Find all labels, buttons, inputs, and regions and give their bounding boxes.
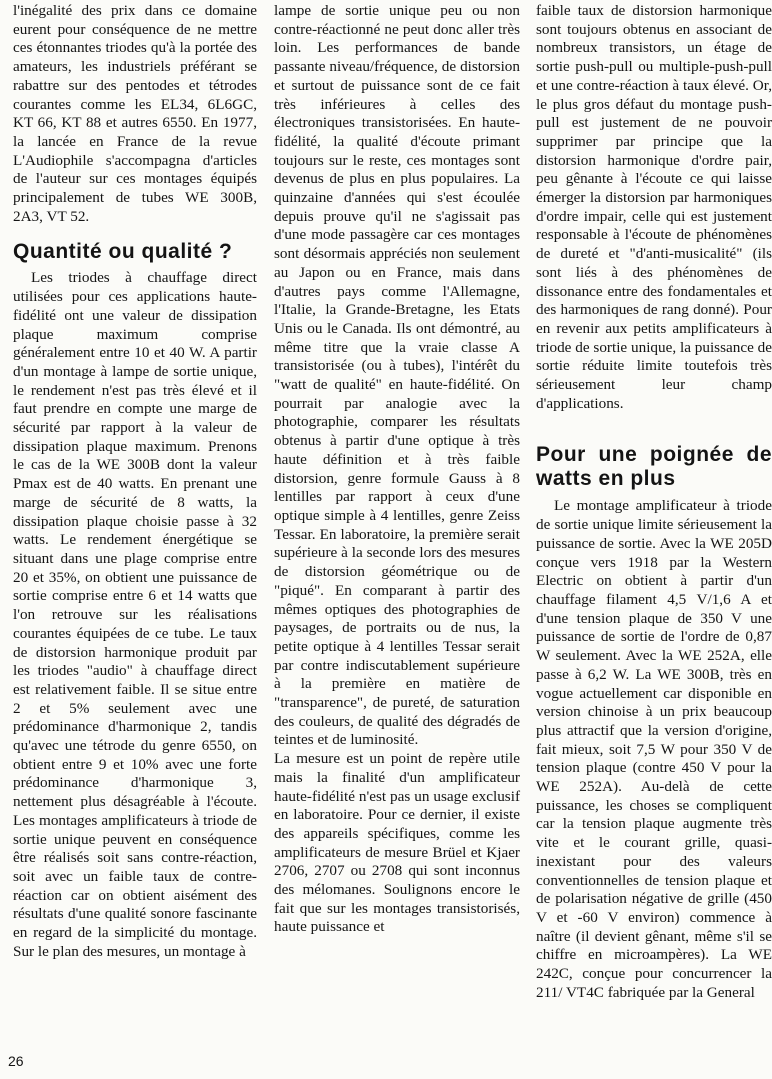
- text-column-2: [274, 2, 520, 937]
- section-heading-quantite-qualite: Quantité ou qualité ?: [13, 240, 233, 264]
- page-number: 26: [8, 1053, 24, 1069]
- text-column-3: [536, 2, 772, 1002]
- text-column-1: [13, 2, 257, 961]
- paragraph: l'inégalité des prix dans ce domaine eurent pour conséquence de ne mettre ces étonnantes triodes qu'à la portée des amateurs, les industriels préférant se rabattre sur des pentodes et tétrodes courantes comme les EL34, 6L6GC, KT 66, KT 88 et autres 6550. En 1977, la lancée en France de la revue L'Audiophile s'accompagna d'articles de l'auteur sur ces montages équipés principalement de tubes WE 300B, 2A3, VT 52.: [13, 2, 257, 225]
- paragraph: Les triodes à chauffage direct utilisées pour ces applications haute-fidélité ont une valeur de dissipation plaque maximum comprise généralement entre 10 et 40 W. A partir d'un montage à lampe de sortie unique, le rendement n'est pas très élevé et il faut prendre en compte une marge de sécurité par rapport à la valeur de dissipation plaque maximum. Prenons le cas de la WE 300B dont la valeur Pmax est de 40 watts. En prenant une marge de sécurité de 8 watts, la dissipation plaque choisie passe à 32 watts. Le rendement énergétique se situant dans une plage comprise entre 20 et 35%, on obtient une puissance de sortie comprise entre 6 et 14 watts que l'on retrouve sur les réalisations courantes équipées de ce tube. Le taux de distorsion harmonique produit par les triodes "audio" à chauffage direct est relativement faible. Il se situe entre 2 et 5% seulement avec une prédominance d'harmonique 2, tandis qu'avec une tétrode du genre 6550, on obtient entre 9 et 10% avec une forte prédominance d'harmonique 3, nettement plus désagréable à l'écoute. Les montages amplificateurs à triode de sortie unique peuvent en conséquence être réalisés soit sans contre-réaction, soit avec un faible taux de contre-réaction car on obtient aisément des résultats d'une qualité sonore fascinante en regard de la simplicité du montage. Sur le plan des mesures, un montage à: [13, 269, 257, 960]
- paragraph: Le montage amplificateur à triode de sortie unique limite sérieusement la puissance de sortie. Avec la WE 205D conçue vers 1918 par la Western Electric on obtient à partir d'un chauffage filament 4,5 V/1,6 A et d'une tension plaque de 350 V une puissance de sortie de l'ordre de 0,87 W seulement. Avec la WE 252A, elle passe à 6,2 W. La WE 300B, très en vogue actuellement car disponible en version chinoise à un prix beaucoup plus attractif que la version d'origine, fait mieux, soit 7,5 W pour 350 V de tension plaque (contre 450 V pour la WE 252A). Au-delà de cette puissance, les choses se compliquent car la tension plaque augmente très vite et le courant grille, quasi-inexistant pour des valeurs conventionnelles de tension plaque et de polarisation négative de grille (450 V et -60 V environ) commence à naître (il devient gênant, même s'il se chiffre en microampères). La WE 242C, conçue pour concurrencer la 211/ VT4C fabriquée par la General: [536, 497, 772, 1001]
- paragraph: lampe de sortie unique peu ou non contre-réactionné ne peut donc aller très loin. Les performances de bande passante niveau/fréquence, de distorsion et surtout de puissance sont de ce fait très inférieures à celles des électroniques transistorisées. En haute-fidélité, la qualité d'écoute primant toujours sur le reste, ces montages sont devenus de plus en plus populaires. La quinzaine d'années qui s'est écoulée depuis prouve qu'il ne s'agissait pas d'une mode passagère car ces montages sont désormais appréciés non seulement au Japon ou en France, mais dans d'autres pays comme l'Allemagne, l'Italie, la Grande-Bretagne, les Etats Unis ou le Canada. Ils ont démontré, au même titre que la vraie classe A transistorisée (ou à tubes), l'intérêt du "watt de qualité" en haute-fidélité. On pourrait par analogie avec la photographie, comparer les résultats obtenus à partir d'une optique à très haute définition et à très faible distorsion, genre formule Gauss à 8 lentilles par rapport à ceux d'une optique simple à 4 lentilles, genre Zeiss Tessar. En laboratoire, la première serait supérieure à la seconde lors des mesures de distorsion géométrique ou de "piqué". En comparant à partir des mêmes optiques des photographies de paysages, de portraits ou de nus, la petite optique à 4 lentilles Tessar serait par contre indiscutablement supérieure à la première en matière de "transparence", de pureté, de saturation des couleurs, de qualité des dégradés de teintes et de luminosité.: [274, 2, 520, 749]
- section-heading-poignee-watts: Pour une poignée de watts en plus: [536, 443, 772, 491]
- paragraph: La mesure est un point de repère utile mais la finalité d'un amplificateur haute-fidélité n'est pas un usage exclusif en laboratoire. Pour ce dernier, il existe des appareils spécifiques, comme les amplificateurs de mesure Brüel et Kjaer 2706, 2707 ou 2708 qui sont inconnus des mélomanes. Soulignons encore le fait que sur les montages transistorisés, haute puissance et: [274, 750, 520, 936]
- paragraph: faible taux de distorsion harmonique sont toujours obtenus en associant de nombreux transistors, un étage de sortie push-pull ou multiple-push-pull et une contre-réaction à taux élevé. Or, le plus gros défaut du montage push-pull est justement de ne pouvoir supprimer par principe que la distorsion harmonique d'ordre pair, peu gênante à l'écoute ce qui laisse émerger la distorsion par harmoniques d'ordre impair, celle qui est justement responsable à l'écoute de phénomènes de dureté et "d'anti-musicalité" (ils sont liés à des phénomènes de dissonance entre des fondamentales et des harmoniques de rang donné). Pour en revenir aux petits amplificateurs à triode de sortie unique, la puissance de sortie réduite limite toutefois très sérieusement leur champ d'applications.: [536, 2, 772, 412]
